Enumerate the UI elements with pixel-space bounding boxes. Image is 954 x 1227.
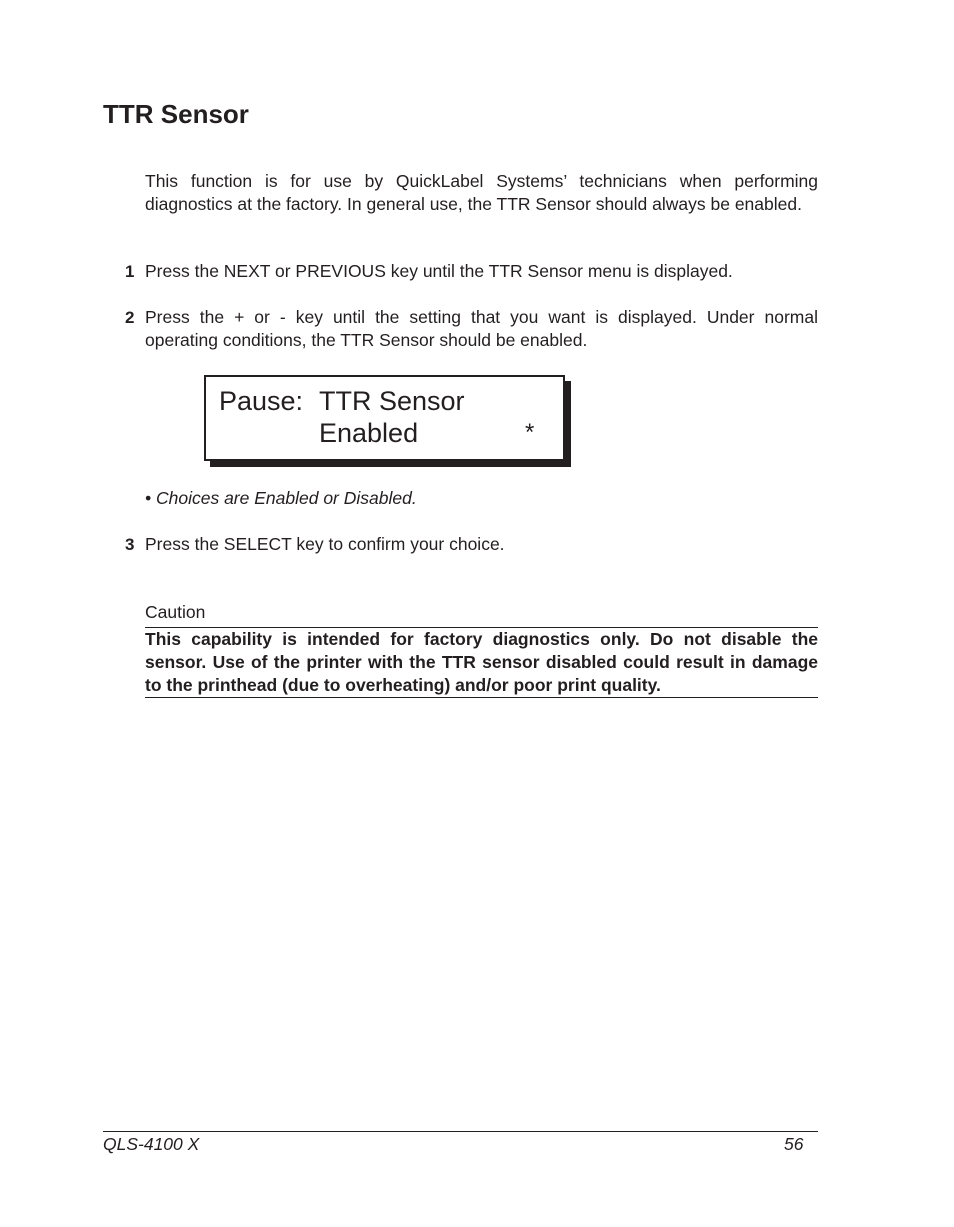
footer-divider [103, 1131, 818, 1132]
caution-box [145, 627, 818, 698]
step-text: Press the + or - key until the setting that you want is displayed. Under normal operating conditions, the TTR Sensor should be enabled. [145, 307, 818, 350]
lcd-display [204, 375, 565, 461]
display-menu-label: Pause: [219, 386, 304, 416]
display-menu-value: Enabled [319, 418, 419, 448]
caution-text: This capability is intended for factory diagnostics only. Do not disable the sensor. Use of the printer with the TTR sensor disabled could result in damage to the printhead (due to overheating) and/or poor print quality. [145, 629, 818, 695]
footer-page-number: 56 [784, 1134, 804, 1154]
caution-label: Caution [145, 602, 206, 622]
footer-model: QLS-4100 X [103, 1134, 200, 1154]
display-menu-item: TTR Sensor [319, 386, 465, 416]
display-selected-marker: * [525, 419, 535, 446]
intro-paragraph: This function is for use by QuickLabel Systems’ technicians when performing diagnostics at the factory. In general use, the TTR Sensor should always be enabled. [145, 171, 818, 214]
step-number: 2 [125, 308, 135, 327]
step-text: Press the NEXT or PREVIOUS key until the TTR Sensor menu is displayed. [145, 261, 733, 281]
page-heading: TTR Sensor [103, 99, 249, 129]
step-number: 1 [125, 262, 135, 281]
step-number: 3 [125, 535, 135, 554]
choices-note: • Choices are Enabled or Disabled. [145, 488, 417, 508]
step-text: Press the SELECT key to confirm your choice. [145, 534, 505, 554]
